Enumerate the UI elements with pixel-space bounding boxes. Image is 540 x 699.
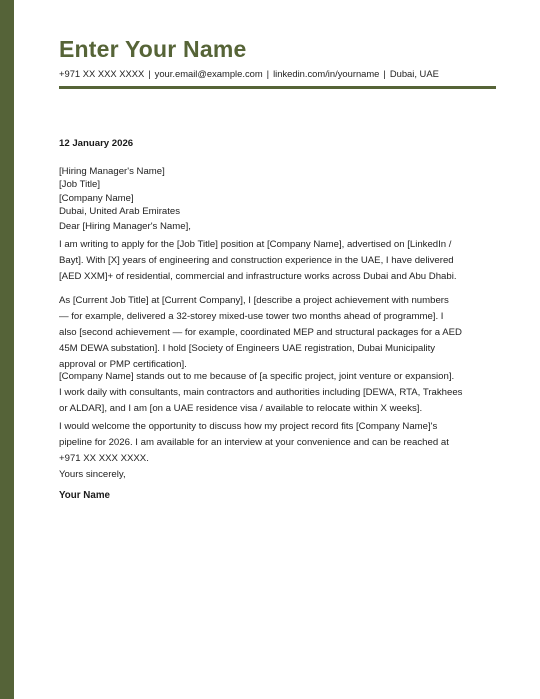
paragraph-line: As [Current Job Title] at [Current Company], I [describe a project achievement with numbers: [59, 295, 449, 306]
applicant-name: Enter Your Name: [59, 36, 247, 62]
header-divider: [59, 86, 496, 89]
paragraph-company-fit: [59, 369, 499, 417]
signature-name: Your Name: [59, 490, 110, 501]
recipient-name: [Hiring Manager's Name]: [59, 166, 165, 177]
paragraph-line: Bayt]. With [X] years of engineering and construction experience in the UAE, I have delivered: [59, 254, 454, 266]
contact-linkedin: linkedin.com/in/yourname: [273, 68, 380, 79]
paragraph-intro: [59, 237, 499, 285]
contact-location: Dubai, UAE: [389, 68, 439, 79]
paragraph-closing: [59, 419, 499, 467]
paragraph-line: I would welcome the opportunity to discuss how my project record fits [Company Name]'s: [59, 421, 438, 432]
recipient-title: [Job Title]: [59, 179, 101, 191]
paragraph-line: also [second achievement — for example, coordinated MEP and structural packages for a AED: [59, 326, 462, 338]
recipient-company: [Company Name]: [59, 192, 134, 204]
paragraph-line: I work daily with consultants, main contractors and authorities including [DEWA, RTA, Trakhees: [59, 386, 463, 398]
contact-line: [59, 68, 439, 79]
paragraph-line: [Company Name] stands out to me because of [a specific project, joint venture or expansion].: [59, 371, 455, 382]
salutation: Dear [Hiring Manager's Name],: [59, 221, 191, 232]
contact-email: your.email@example.com: [154, 68, 263, 79]
letter-date: 12 January 2026: [59, 138, 134, 149]
contact-separator: |: [383, 68, 386, 79]
paragraph-line: 45M DEWA substation]. I hold [Society of Engineers UAE registration, Dubai Municipality: [59, 342, 436, 354]
contact-phone: +971 XX XXX XXXX: [59, 68, 145, 79]
contact-separator: |: [266, 68, 270, 79]
contact-separator: |: [148, 68, 151, 79]
signoff: Yours sincerely,: [59, 469, 126, 480]
left-accent-bar: [0, 0, 14, 699]
paragraph-line: I am writing to apply for the [Job Title] position at [Company Name], advertised on [LinkedIn /: [59, 239, 452, 250]
recipient-block: [59, 165, 180, 219]
paragraph-achievements: [59, 293, 499, 373]
recipient-location: Dubai, United Arab Emirates: [59, 206, 181, 218]
paragraph-line: pipeline for 2026. I am available for an interview at your convenience and can be reached at: [59, 436, 449, 448]
paragraph-line: approval or PMP certification].: [59, 358, 187, 370]
paragraph-line: or ALDAR], and I am [on a UAE residence visa / available to relocate within X weeks].: [59, 402, 423, 414]
paragraph-line: [AED XXM]+ of residential, commercial and infrastructure works across Dubai and Abu Dhabi.: [59, 270, 457, 282]
paragraph-line: — for example, delivered a 32-storey mixed-use tower two months ahead of programme]. I: [59, 310, 444, 322]
paragraph-line: +971 XX XXX XXXX.: [59, 452, 149, 464]
